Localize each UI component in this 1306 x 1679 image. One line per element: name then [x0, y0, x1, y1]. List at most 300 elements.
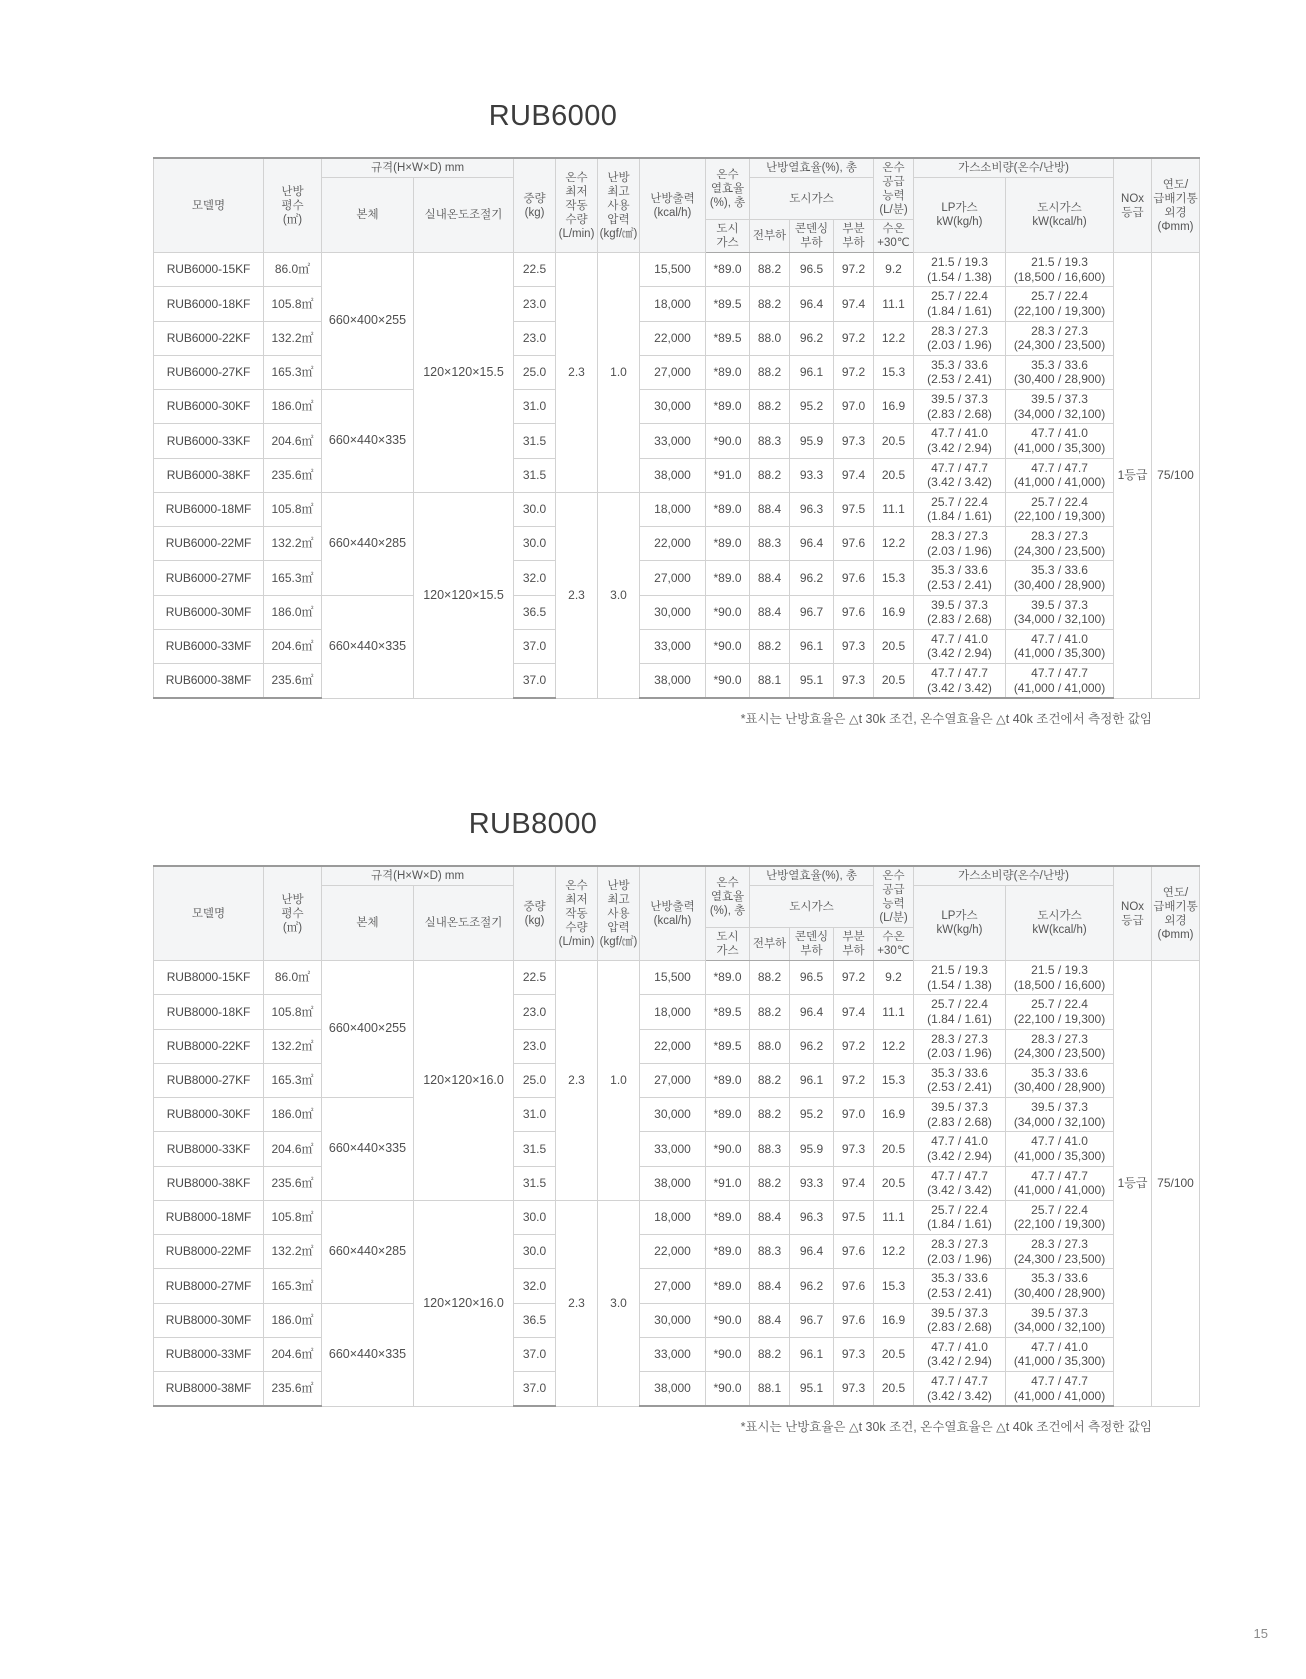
cell-heat-output: 33,000 [640, 1337, 706, 1371]
cell-gas-city [1006, 961, 1114, 995]
cell-heat-output: 22,000 [640, 1029, 706, 1063]
col-header-partial-load [834, 928, 874, 961]
header-row-1 [154, 866, 1200, 886]
cell-area: 86.0㎡ [264, 253, 322, 287]
cell-gas-city-bottom: (41,000 / 41,000) [1013, 1388, 1106, 1403]
col-header-gas-city-line-1: 도시가스 [1037, 910, 1082, 923]
cell-body-dimension: 660×440×335 [322, 595, 414, 698]
page-title-rub8000: RUB8000 [468, 808, 598, 840]
col-header-hotwater-efficiency-city-gas-line-2: 가스 [716, 237, 739, 250]
cell-gas-lp [914, 253, 1006, 287]
col-header-spec-thermostat [414, 178, 514, 253]
cell-heat-output: 38,000 [640, 458, 706, 492]
cell-heat-output: 30,000 [640, 595, 706, 629]
cell-model: RUB6000-22KF [154, 321, 264, 355]
col-header-weight-line-1: 중량 [523, 900, 546, 913]
col-header-partial-load-line-1: 부분 [842, 931, 865, 944]
cell-gas-lp-top: 39.5 / 37.3 [931, 1305, 988, 1320]
col-header-hotwater-min-flow-line-5: (L/min) [558, 935, 595, 948]
cell-thermostat-dimension: 120×120×15.5 [414, 253, 514, 493]
table-row [154, 1063, 1200, 1097]
col-header-spec-thermostat-line-1: 실내온도조절기 [424, 917, 503, 930]
col-header-model-line-1: 모델명 [191, 907, 226, 920]
cell-model: RUB6000-33KF [154, 424, 264, 458]
cell-gas-city-bottom: (41,000 / 41,000) [1013, 1183, 1106, 1198]
col-header-hotwater-efficiency-city-gas [706, 928, 750, 961]
cell-gas-lp [914, 390, 1006, 424]
col-header-gas-city [1006, 886, 1114, 961]
spec-table-rub6000 [153, 157, 1200, 699]
col-header-spec-group [322, 158, 514, 178]
col-header-condensing-load [790, 928, 834, 961]
col-header-heating-efficiency-group-line-1: 난방열효율(%), 총 [766, 870, 857, 882]
col-header-model-line-1: 모델명 [191, 199, 226, 212]
col-header-hotwater-efficiency-line-2: 열효율 [710, 183, 745, 196]
cell-gas-lp-top: 25.7 / 22.4 [931, 289, 988, 304]
cell-hotwater-supply: 20.5 [874, 424, 914, 458]
col-header-heating-efficiency-city-gas-line-1: 도시가스 [789, 900, 834, 913]
cell-partial-load: 97.2 [834, 355, 874, 389]
col-header-weight [514, 866, 556, 961]
col-header-hotwater-efficiency-city-gas [706, 220, 750, 253]
cell-gas-city-top: 25.7 / 22.4 [1031, 494, 1088, 509]
cell-gas-city-bottom: (30,400 / 28,900) [1013, 1080, 1106, 1095]
cell-hotwater-supply: 9.2 [874, 253, 914, 287]
col-header-nox-line-2: 등급 [1121, 206, 1144, 219]
cell-weight: 30.0 [514, 492, 556, 526]
col-header-hotwater-efficiency [706, 158, 750, 220]
cell-model: RUB8000-33KF [154, 1132, 264, 1166]
cell-partial-load: 97.2 [834, 1029, 874, 1063]
cell-area: 165.3㎡ [264, 355, 322, 389]
cell-gas-lp-bottom: (1.54 / 1.38) [927, 269, 992, 284]
cell-gas-city [1006, 492, 1114, 526]
cell-gas-lp-top: 47.7 / 47.7 [931, 460, 988, 475]
cell-weight: 23.0 [514, 1029, 556, 1063]
cell-gas-city [1006, 1235, 1114, 1269]
cell-condensing-load: 93.3 [790, 458, 834, 492]
cell-full-load: 88.2 [750, 355, 790, 389]
col-header-gas-city-line-1: 도시가스 [1037, 202, 1082, 215]
cell-heat-output: 27,000 [640, 1269, 706, 1303]
col-header-heating-efficiency-group [750, 866, 874, 886]
col-header-condensing-load-line-2: 부하 [800, 945, 823, 958]
col-header-full-load [750, 220, 790, 253]
col-header-max-pressure-line-3: 사용 [607, 907, 630, 920]
cell-partial-load: 97.2 [834, 253, 874, 287]
cell-area: 235.6㎡ [264, 664, 322, 699]
cell-gas-lp-top: 39.5 / 37.3 [931, 392, 988, 407]
col-header-full-load-line-1: 전부하 [752, 230, 787, 243]
cell-model: RUB8000-18KF [154, 995, 264, 1029]
col-header-area-line-2: 평수 [281, 907, 304, 920]
col-header-spec-body [322, 886, 414, 961]
cell-full-load: 88.2 [750, 390, 790, 424]
table-body [154, 961, 1200, 1407]
cell-partial-load: 97.3 [834, 1132, 874, 1166]
cell-full-load: 88.2 [750, 1337, 790, 1371]
cell-full-load: 88.1 [750, 1372, 790, 1407]
cell-gas-city [1006, 1269, 1114, 1303]
cell-gas-lp-bottom: (2.53 / 2.41) [927, 1285, 992, 1300]
cell-area: 132.2㎡ [264, 1235, 322, 1269]
cell-gas-lp [914, 1029, 1006, 1063]
col-header-heat-output-line-1: 난방출력 [650, 900, 695, 913]
col-header-spec-thermostat [414, 886, 514, 961]
cell-gas-lp-bottom: (2.03 / 1.96) [927, 543, 992, 558]
cell-gas-city-top: 35.3 / 33.6 [1031, 1271, 1088, 1286]
col-header-water-temp-line-1: 수온 [882, 223, 905, 236]
cell-heat-output: 18,000 [640, 995, 706, 1029]
cell-weight: 31.5 [514, 458, 556, 492]
cell-weight: 31.5 [514, 1166, 556, 1200]
cell-gas-city [1006, 321, 1114, 355]
cell-condensing-load: 96.7 [790, 595, 834, 629]
col-header-flue-line-1: 연도/ [1162, 886, 1189, 899]
cell-condensing-load: 96.4 [790, 287, 834, 321]
cell-area: 186.0㎡ [264, 1098, 322, 1132]
col-header-max-pressure-line-2: 최고 [607, 185, 630, 198]
cell-gas-lp-bottom: (2.53 / 2.41) [927, 577, 992, 592]
col-header-spec-thermostat-line-1: 실내온도조절기 [424, 209, 503, 222]
col-header-gas-consumption-group [914, 866, 1114, 886]
cell-gas-city [1006, 1029, 1114, 1063]
cell-gas-city-bottom: (18,500 / 16,600) [1013, 977, 1106, 992]
cell-gas-lp-bottom: (2.83 / 2.68) [927, 1114, 992, 1129]
cell-partial-load: 97.6 [834, 1269, 874, 1303]
cell-weight: 37.0 [514, 664, 556, 699]
cell-hotwater-supply: 16.9 [874, 1098, 914, 1132]
col-header-hotwater-supply [874, 866, 914, 928]
col-header-hotwater-supply-line-4: (L/분) [879, 204, 908, 217]
col-header-flue-line-1: 연도/ [1162, 178, 1189, 191]
cell-gas-lp-top: 35.3 / 33.6 [931, 563, 988, 578]
cell-condensing-load: 95.1 [790, 1372, 834, 1407]
col-header-condensing-load-line-1: 콘덴싱 [794, 931, 829, 944]
table-row [154, 1269, 1200, 1303]
col-header-hotwater-min-flow-line-3: 작동 [565, 199, 588, 212]
col-header-hotwater-min-flow-line-3: 작동 [565, 907, 588, 920]
col-header-weight-line-2: (kg) [524, 206, 545, 219]
cell-weight: 25.0 [514, 1063, 556, 1097]
cell-gas-lp-bottom: (1.54 / 1.38) [927, 977, 992, 992]
cell-model: RUB8000-22KF [154, 1029, 264, 1063]
cell-hotwater-efficiency: *91.0 [706, 1166, 750, 1200]
cell-model: RUB6000-27MF [154, 561, 264, 595]
cell-gas-city-bottom: (18,500 / 16,600) [1013, 269, 1106, 284]
cell-condensing-load: 96.3 [790, 1200, 834, 1234]
cell-gas-city [1006, 287, 1114, 321]
cell-gas-city-bottom: (30,400 / 28,900) [1013, 577, 1106, 592]
cell-gas-city-top: 47.7 / 47.7 [1031, 666, 1088, 681]
cell-condensing-load: 96.1 [790, 1337, 834, 1371]
cell-partial-load: 97.3 [834, 664, 874, 699]
cell-partial-load: 97.0 [834, 390, 874, 424]
cell-hotwater-supply: 20.5 [874, 1166, 914, 1200]
col-header-spec-body [322, 178, 414, 253]
cell-thermostat-dimension: 120×120×16.0 [414, 961, 514, 1201]
cell-condensing-load: 96.1 [790, 629, 834, 663]
col-header-gas-consumption-group [914, 158, 1114, 178]
cell-partial-load: 97.6 [834, 1303, 874, 1337]
cell-heat-output: 30,000 [640, 1303, 706, 1337]
col-header-model [154, 866, 264, 961]
cell-full-load: 88.4 [750, 595, 790, 629]
col-header-hotwater-supply-line-1: 온수 [882, 162, 905, 174]
cell-gas-lp-top: 35.3 / 33.6 [931, 1065, 988, 1080]
cell-weight: 23.0 [514, 321, 556, 355]
cell-gas-lp-bottom: (2.83 / 2.68) [927, 612, 992, 627]
cell-condensing-load: 95.2 [790, 1098, 834, 1132]
spec-table-wrap-rub6000 [153, 157, 1198, 699]
cell-heat-output: 18,000 [640, 287, 706, 321]
cell-max-pressure: 3.0 [598, 492, 640, 698]
cell-hotwater-min-flow: 2.3 [556, 253, 598, 493]
cell-full-load: 88.3 [750, 1235, 790, 1269]
cell-gas-lp [914, 595, 1006, 629]
cell-heat-output: 27,000 [640, 355, 706, 389]
cell-weight: 36.5 [514, 595, 556, 629]
cell-full-load: 88.4 [750, 1303, 790, 1337]
cell-full-load: 88.2 [750, 1063, 790, 1097]
col-header-water-temp-line-2: +30℃ [877, 945, 910, 958]
cell-partial-load: 97.3 [834, 629, 874, 663]
cell-full-load: 88.2 [750, 629, 790, 663]
col-header-max-pressure-line-5: (kgf/㎠) [599, 227, 638, 240]
cell-hotwater-efficiency: *89.5 [706, 321, 750, 355]
cell-gas-city [1006, 1372, 1114, 1407]
spec-section-rub6000 [0, 100, 1306, 727]
cell-full-load: 88.3 [750, 424, 790, 458]
cell-gas-lp-bottom: (1.84 / 1.61) [927, 1011, 992, 1026]
table-row [154, 1029, 1200, 1063]
cell-gas-city-bottom: (41,000 / 35,300) [1013, 440, 1106, 455]
table-row [154, 458, 1200, 492]
cell-gas-city-top: 47.7 / 41.0 [1031, 426, 1088, 441]
cell-hotwater-min-flow: 2.3 [556, 1200, 598, 1406]
cell-gas-lp [914, 527, 1006, 561]
cell-gas-lp-bottom: (1.84 / 1.61) [927, 509, 992, 524]
cell-gas-lp-top: 21.5 / 19.3 [931, 963, 988, 978]
col-header-hotwater-min-flow-line-4: 수량 [565, 213, 588, 226]
cell-weight: 32.0 [514, 1269, 556, 1303]
cell-model: RUB6000-18MF [154, 492, 264, 526]
cell-gas-lp [914, 1235, 1006, 1269]
cell-area: 204.6㎡ [264, 1132, 322, 1166]
cell-weight: 23.0 [514, 287, 556, 321]
cell-area: 132.2㎡ [264, 321, 322, 355]
cell-gas-lp [914, 287, 1006, 321]
cell-partial-load: 97.5 [834, 492, 874, 526]
cell-gas-city-bottom: (34,000 / 32,100) [1013, 1320, 1106, 1335]
cell-gas-city-top: 21.5 / 19.3 [1031, 255, 1088, 270]
cell-full-load: 88.3 [750, 1132, 790, 1166]
cell-flue: 75/100 [1152, 253, 1200, 699]
cell-gas-lp [914, 1166, 1006, 1200]
cell-gas-city-top: 47.7 / 41.0 [1031, 631, 1088, 646]
table-row [154, 321, 1200, 355]
cell-gas-city-top: 39.5 / 37.3 [1031, 392, 1088, 407]
cell-gas-lp-bottom: (2.83 / 2.68) [927, 1320, 992, 1335]
cell-full-load: 88.2 [750, 1098, 790, 1132]
table-row [154, 961, 1200, 995]
table-row [154, 1166, 1200, 1200]
cell-model: RUB8000-22MF [154, 1235, 264, 1269]
cell-full-load: 88.2 [750, 287, 790, 321]
cell-gas-lp [914, 629, 1006, 663]
cell-hotwater-supply: 15.3 [874, 561, 914, 595]
col-header-hotwater-efficiency-line-2: 열효율 [710, 891, 745, 904]
cell-gas-lp-bottom: (3.42 / 3.42) [927, 1183, 992, 1198]
cell-area: 235.6㎡ [264, 1372, 322, 1407]
cell-gas-lp [914, 1303, 1006, 1337]
cell-condensing-load: 96.3 [790, 492, 834, 526]
cell-gas-city-bottom: (41,000 / 41,000) [1013, 680, 1106, 695]
col-header-weight-line-2: (kg) [524, 914, 545, 927]
cell-gas-city-bottom: (34,000 / 32,100) [1013, 406, 1106, 421]
cell-gas-city [1006, 390, 1114, 424]
cell-gas-city [1006, 664, 1114, 699]
cell-area: 186.0㎡ [264, 595, 322, 629]
col-header-heat-output [640, 158, 706, 253]
cell-gas-city [1006, 1063, 1114, 1097]
cell-hotwater-efficiency: *90.0 [706, 1372, 750, 1407]
col-header-hotwater-min-flow [556, 158, 598, 253]
cell-condensing-load: 96.4 [790, 995, 834, 1029]
cell-body-dimension: 660×440×335 [322, 1098, 414, 1201]
cell-model: RUB6000-18KF [154, 287, 264, 321]
cell-gas-city-top: 25.7 / 22.4 [1031, 997, 1088, 1012]
col-header-gas-lp-line-2: kW(kg/h) [936, 924, 983, 937]
col-header-hotwater-supply-line-4: (L/분) [879, 912, 908, 925]
cell-gas-city-top: 35.3 / 33.6 [1031, 563, 1088, 578]
cell-model: RUB8000-15KF [154, 961, 264, 995]
cell-gas-city-top: 47.7 / 47.7 [1031, 1374, 1088, 1389]
col-header-nox-line-2: 등급 [1121, 914, 1144, 927]
cell-gas-lp [914, 1269, 1006, 1303]
col-header-gas-lp [914, 886, 1006, 961]
cell-full-load: 88.4 [750, 1269, 790, 1303]
cell-area: 105.8㎡ [264, 492, 322, 526]
cell-model: RUB6000-30MF [154, 595, 264, 629]
cell-full-load: 88.3 [750, 527, 790, 561]
cell-body-dimension: 660×440×335 [322, 390, 414, 493]
col-header-max-pressure-line-5: (kgf/㎠) [599, 935, 638, 948]
cell-gas-lp-bottom: (3.42 / 2.94) [927, 1354, 992, 1369]
table-head [154, 866, 1200, 961]
cell-gas-lp [914, 1063, 1006, 1097]
cell-gas-lp [914, 995, 1006, 1029]
cell-gas-lp [914, 492, 1006, 526]
cell-gas-lp-bottom: (2.03 / 1.96) [927, 1251, 992, 1266]
col-header-area-line-3: (㎡) [282, 213, 303, 226]
cell-model: RUB8000-30KF [154, 1098, 264, 1132]
col-header-spec-group-line-1: 규격(H×W×D) mm [370, 870, 465, 882]
cell-gas-city-bottom: (24,300 / 23,500) [1013, 338, 1106, 353]
col-header-heat-output [640, 866, 706, 961]
cell-gas-lp [914, 424, 1006, 458]
cell-gas-lp-top: 39.5 / 37.3 [931, 1100, 988, 1115]
cell-gas-lp-bottom: (3.42 / 2.94) [927, 1148, 992, 1163]
page-number: 15 [1253, 1626, 1268, 1641]
cell-weight: 30.0 [514, 527, 556, 561]
cell-thermostat-dimension: 120×120×16.0 [414, 1200, 514, 1406]
col-header-flue-line-2: 급배기통 [1153, 900, 1198, 913]
cell-hotwater-supply: 20.5 [874, 1132, 914, 1166]
cell-gas-lp [914, 1337, 1006, 1371]
cell-gas-city-top: 21.5 / 19.3 [1031, 963, 1088, 978]
cell-model: RUB6000-27KF [154, 355, 264, 389]
cell-model: RUB6000-33MF [154, 629, 264, 663]
cell-gas-lp-bottom: (2.53 / 2.41) [927, 1080, 992, 1095]
col-header-weight [514, 158, 556, 253]
cell-heat-output: 15,500 [640, 961, 706, 995]
col-header-flue [1152, 866, 1200, 961]
cell-heat-output: 30,000 [640, 1098, 706, 1132]
cell-gas-city [1006, 629, 1114, 663]
col-header-partial-load-line-2: 부하 [842, 945, 865, 958]
cell-gas-city [1006, 527, 1114, 561]
cell-hotwater-efficiency: *89.5 [706, 287, 750, 321]
col-header-weight-line-1: 중량 [523, 192, 546, 205]
cell-gas-lp-top: 47.7 / 47.7 [931, 1374, 988, 1389]
cell-heat-output: 22,000 [640, 527, 706, 561]
col-header-condensing-load-line-2: 부하 [800, 237, 823, 250]
cell-hotwater-supply: 9.2 [874, 961, 914, 995]
cell-hotwater-efficiency: *90.0 [706, 1132, 750, 1166]
cell-hotwater-efficiency: *89.0 [706, 1269, 750, 1303]
col-header-water-temp [874, 220, 914, 253]
cell-gas-city-bottom: (41,000 / 35,300) [1013, 1148, 1106, 1163]
table-head [154, 158, 1200, 253]
col-header-hotwater-min-flow-line-5: (L/min) [558, 227, 595, 240]
cell-gas-lp-top: 35.3 / 33.6 [931, 357, 988, 372]
cell-model: RUB8000-38KF [154, 1166, 264, 1200]
table-body [154, 253, 1200, 699]
cell-partial-load: 97.2 [834, 321, 874, 355]
cell-gas-lp-top: 25.7 / 22.4 [931, 1202, 988, 1217]
cell-gas-lp-top: 28.3 / 27.3 [931, 529, 988, 544]
cell-gas-lp [914, 1098, 1006, 1132]
cell-hotwater-min-flow: 2.3 [556, 492, 598, 698]
cell-gas-city-bottom: (22,100 / 19,300) [1013, 509, 1106, 524]
cell-gas-lp-top: 35.3 / 33.6 [931, 1271, 988, 1286]
cell-model: RUB8000-27KF [154, 1063, 264, 1097]
table-row [154, 1200, 1200, 1234]
cell-gas-city-bottom: (30,400 / 28,900) [1013, 1285, 1106, 1300]
cell-gas-lp [914, 664, 1006, 699]
cell-heat-output: 18,000 [640, 492, 706, 526]
col-header-heating-efficiency-city-gas [750, 178, 874, 220]
cell-partial-load: 97.3 [834, 424, 874, 458]
col-header-hotwater-efficiency-city-gas-line-1: 도시 [716, 931, 739, 944]
cell-weight: 37.0 [514, 1337, 556, 1371]
col-header-model [154, 158, 264, 253]
table-row [154, 664, 1200, 699]
cell-area: 132.2㎡ [264, 1029, 322, 1063]
cell-condensing-load: 96.2 [790, 561, 834, 595]
cell-hotwater-efficiency: *89.0 [706, 1235, 750, 1269]
cell-weight: 37.0 [514, 1372, 556, 1407]
cell-hotwater-supply: 16.9 [874, 595, 914, 629]
table-row [154, 355, 1200, 389]
cell-body-dimension: 660×400×255 [322, 961, 414, 1098]
cell-full-load: 88.1 [750, 664, 790, 699]
cell-gas-city [1006, 1337, 1114, 1371]
cell-gas-city-top: 39.5 / 37.3 [1031, 1305, 1088, 1320]
cell-gas-city [1006, 1166, 1114, 1200]
cell-condensing-load: 95.9 [790, 424, 834, 458]
